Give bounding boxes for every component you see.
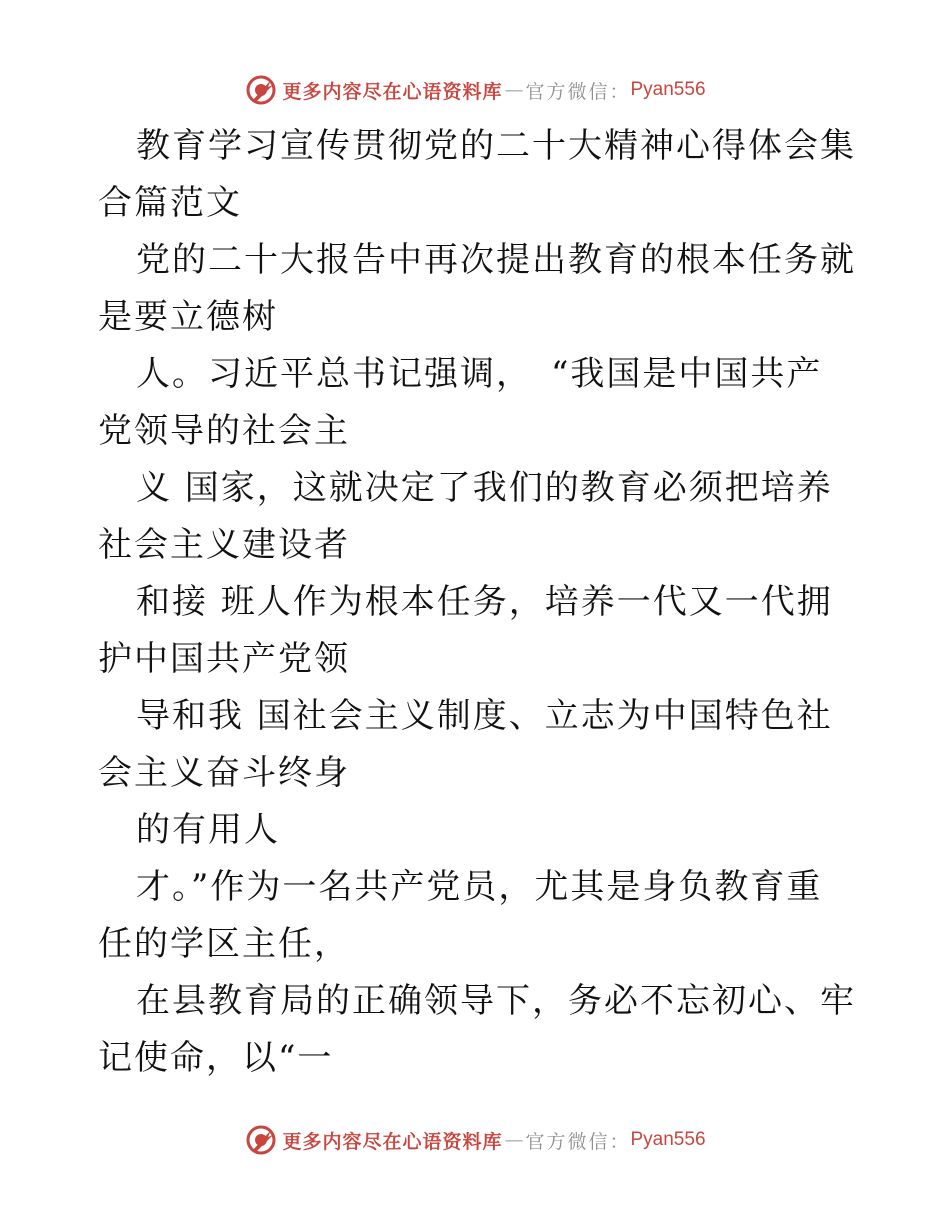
quill-seal-icon bbox=[244, 1123, 278, 1157]
paragraph: 的有用人 bbox=[136, 810, 280, 850]
watermark-separator: — bbox=[504, 79, 524, 101]
watermark-header bbox=[0, 70, 950, 110]
paragraph: 党的二十大报告中再次提出教育的根本任务就是要立德树 bbox=[98, 240, 856, 337]
watermark-official-label: 官方微信： bbox=[525, 80, 631, 103]
watermark-brand: 更多内容尽在心语资料库 bbox=[282, 1130, 503, 1153]
quill-seal-icon bbox=[244, 73, 278, 107]
document-body bbox=[98, 118, 858, 1087]
paragraph: 在县教育局的正确领导下，务必不忘初心、牢记使命，以“一 bbox=[98, 981, 856, 1078]
paragraph-title: 教育学习宣传贯彻党的二十大精神心得体会集合篇范文 bbox=[98, 126, 856, 223]
paragraph: 才。”作为一名共产党员，尤其是身负教育重任的学区主任， bbox=[98, 867, 823, 964]
watermark-separator: — bbox=[504, 1129, 524, 1151]
watermark-brand: 更多内容尽在心语资料库 bbox=[282, 80, 503, 103]
watermark-wechat-id: Pyan556 bbox=[630, 1129, 706, 1150]
watermark-official-label: 官方微信： bbox=[525, 1130, 631, 1153]
paragraph: 和接 班人作为根本任务，培养一代又一代拥护中国共产党领 bbox=[98, 582, 833, 679]
watermark-wechat-id: Pyan556 bbox=[630, 79, 706, 100]
paragraph: 义 国家，这就决定了我们的教育必须把培养社会主义建设者 bbox=[98, 468, 833, 565]
watermark-footer bbox=[0, 1120, 950, 1160]
paragraph: 导和我 国社会主义制度、立志为中国特色社会主义奋斗终身 bbox=[98, 696, 833, 793]
paragraph: 人。习近平总书记强调， “我国是中国共产党领导的社会主 bbox=[98, 354, 823, 451]
